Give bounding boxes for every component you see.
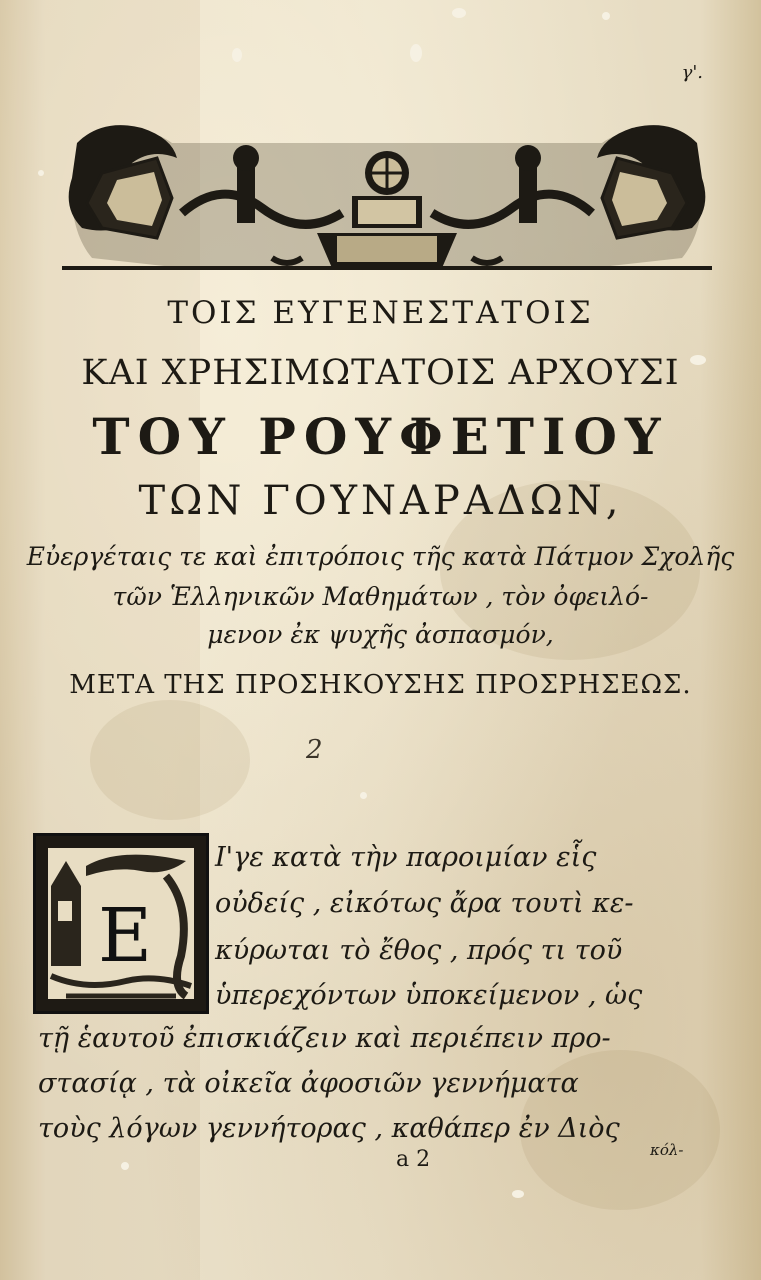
dedication-line-1: Εὐεργέταις τε καὶ ἐπιτρόποις τῆς κατὰ Πάτμον Σχολῆς	[26, 542, 735, 571]
salutation-line: ΜΕΤΑ ΤΗΣ ΠΡΟΣΗΚΟΥΣΗΣ ΠΡΟΣΡΗΣΕΩΣ.	[69, 670, 692, 700]
body-line-3: κύρωται τὸ ἔθος , πρός τι τοῦ	[215, 935, 623, 966]
heading-line-4: ΤΩΝ ΓΟΥΝΑΡΑΔΩΝ,	[138, 478, 623, 524]
body-line-7: τοὺς λόγων γεννήτορας , καθάπερ ἐν Διὸς	[38, 1113, 620, 1144]
body-line-4: ὑπερεχόντων ὑποκείμενον , ὡς	[215, 980, 643, 1011]
heading-line-2: ΚΑΙ ΧΡΗΣΙΜΩΤΑΤΟΙΣ ΑΡΧΟΥΣΙ	[81, 353, 680, 393]
handwritten-mark: 2	[306, 735, 323, 765]
ornamental-headpiece	[62, 118, 712, 276]
catchword: κόλ-	[650, 1141, 684, 1159]
corner-folio-mark: γ'.	[681, 62, 703, 83]
heading-line-3: ΤΟΥ ΡΟΥΦΕΤΙΟΥ	[92, 407, 669, 466]
dedication-line-2: τῶν Ἑλληνικῶν Μαθημάτων , τὸν ὀφειλό-	[112, 582, 649, 611]
sheet-signature: a 2	[396, 1147, 431, 1172]
body-line-6: στασίᾳ , τὰ οἰκεῖα ἀφοσιῶν γεννήματα	[38, 1068, 579, 1099]
dedication-line-3: μενον ἐκ ψυχῆς ἀσπασμόν,	[207, 620, 554, 649]
body-line-5: τῇ ἑαυτοῦ ἐπισκιάζειν καὶ περιέπειν προ-	[38, 1023, 611, 1054]
body-line-2: οὐδείς , εἰκότως ἄρα τουτὶ κε-	[215, 888, 634, 919]
heading-line-1: ΤΟΙΣ ΕΥΓΕΝΕΣΤΑΤΟΙΣ	[167, 295, 594, 331]
body-line-1: Ι'γε κατὰ τὴν παροιμίαν εἷς	[215, 842, 597, 873]
decorated-initial	[33, 833, 209, 1014]
initial-letter: E	[97, 893, 153, 979]
